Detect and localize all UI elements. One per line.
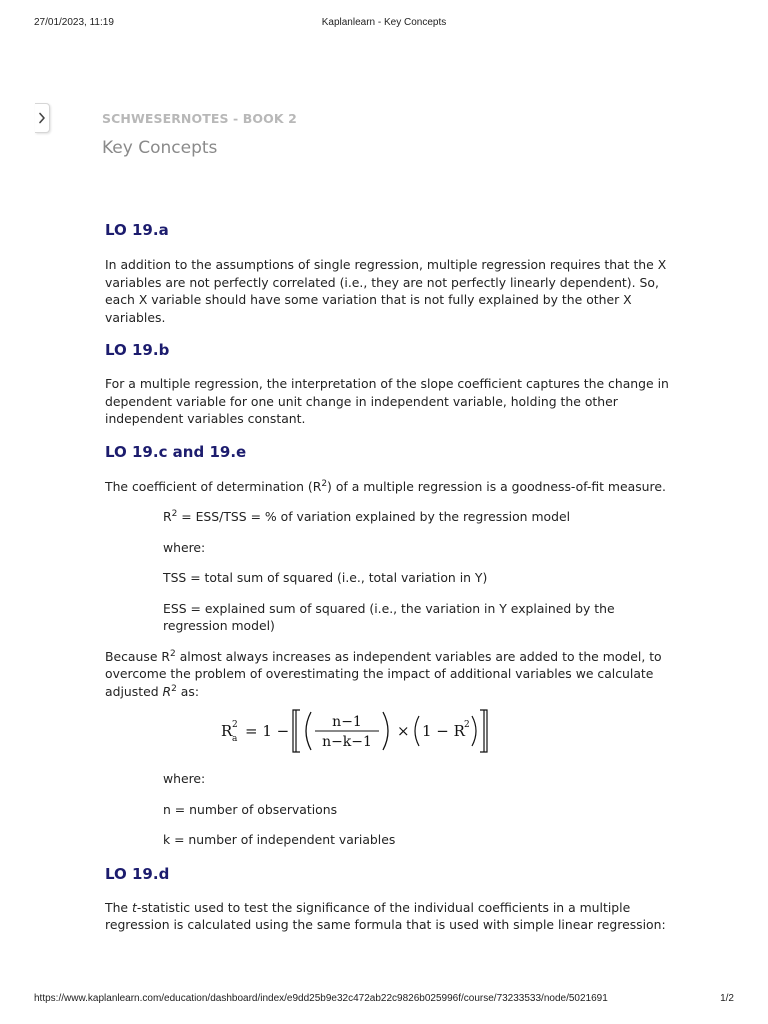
tss-definition: TSS = total sum of squared (i.e., total variation in Y)	[163, 570, 488, 585]
italic-r: R	[162, 683, 172, 699]
print-datetime: 27/01/2023, 11:19	[34, 17, 114, 28]
chevron-right-icon	[38, 112, 46, 124]
r2-definition	[163, 508, 670, 526]
ess-definition: ESS = explained sum of squared (i.e., the variation in Y explained by the regression model)	[163, 600, 615, 633]
formula-one-minus-r: 1 − R	[422, 722, 465, 740]
print-header	[34, 17, 734, 31]
superscript: 2	[170, 648, 176, 659]
paragraph-coefficient-of-determination	[105, 478, 670, 496]
italic-t: t	[131, 899, 137, 915]
text-fragment: = ESS/TSS = % of variation explained by the regression model	[177, 509, 571, 524]
formula-numerator: n−1	[332, 714, 362, 730]
k-definition: k = number of independent variables	[163, 832, 396, 847]
text-fragment: as:	[176, 683, 200, 699]
outer-left-bracket	[293, 710, 300, 752]
outer-right-bracket	[480, 710, 487, 752]
formula-eq-one-minus: = 1 −	[245, 722, 290, 740]
paragraph-lo19d	[105, 899, 670, 934]
superscript: 2	[321, 478, 328, 489]
n-definition: n = number of observations	[163, 801, 338, 817]
print-url: https://www.kaplanlearn.com/education/dashboard/index/e9dd25b9e32c472ab22c9826b025996f/course/73233533/node/5021691	[34, 993, 608, 1004]
section-heading-lo19d: LO 19.d	[105, 864, 170, 883]
superscript: 2	[171, 509, 178, 519]
formula-times: ×	[397, 722, 410, 740]
paragraph-lo19a: In addition to the assumptions of single regression, multiple regression requires that the X variables are not perfectly correlated (i.e., they are not perfectly linearly dependent). So, each X variable should have some variation that is not fully explained by the other X variables.	[105, 257, 667, 325]
text-fragment: The	[105, 899, 132, 915]
text-fragment: ) of a multiple regression is a goodness-of-fit measure.	[327, 478, 666, 494]
left-paren	[306, 712, 311, 750]
formula-graphic	[221, 706, 491, 756]
section-heading-lo19ce: LO 19.c and 19.e	[105, 442, 247, 461]
text-fragment: -statistic used to test the significance of the individual coefficients in a multiple regression is calculated using the same formula that is used with simple linear regression:	[105, 899, 666, 932]
where-label: where:	[163, 539, 206, 555]
right-paren-2	[472, 716, 476, 746]
text-fragment: R	[163, 509, 172, 524]
formula-lhs-r: R	[221, 722, 233, 740]
left-paren-2	[415, 716, 419, 746]
formula-lhs-sub: a	[232, 734, 238, 744]
print-footer	[34, 993, 734, 1007]
right-paren	[383, 712, 388, 750]
paragraph-adjusted-r2	[105, 648, 670, 701]
section-heading-lo19a: LO 19.a	[105, 221, 169, 239]
where-label-2: where:	[163, 771, 206, 786]
text-fragment: The coefficient of determination (R	[105, 478, 322, 494]
formula-r-sup: 2	[464, 720, 470, 730]
formula-lhs-sup: 2	[232, 720, 238, 730]
content-body	[105, 220, 670, 934]
print-page-title: Kaplanlearn - Key Concepts	[321, 17, 447, 28]
breadcrumb[interactable]: SCHWESERNOTES - BOOK 2	[102, 111, 297, 126]
formula-denominator: n−k−1	[322, 734, 372, 750]
text-fragment: almost always increases as independent variables are added to the model, to overcome the problem of overestimating the impact of additional variables we calculate adjusted	[105, 648, 662, 699]
sidebar-expand-button[interactable]	[35, 103, 50, 133]
adjusted-r2-formula	[221, 706, 670, 756]
print-page-number: 1/2	[720, 993, 734, 1004]
superscript: 2	[171, 683, 177, 694]
paragraph-lo19b: For a multiple regression, the interpretation of the slope coefficient captures the change in dependent variable for one unit change in independent variable, holding the other independent variables constant.	[105, 376, 669, 426]
text-fragment: Because R	[105, 648, 171, 664]
section-heading-lo19b: LO 19.b	[105, 341, 170, 359]
page-title: Key Concepts	[102, 138, 218, 158]
